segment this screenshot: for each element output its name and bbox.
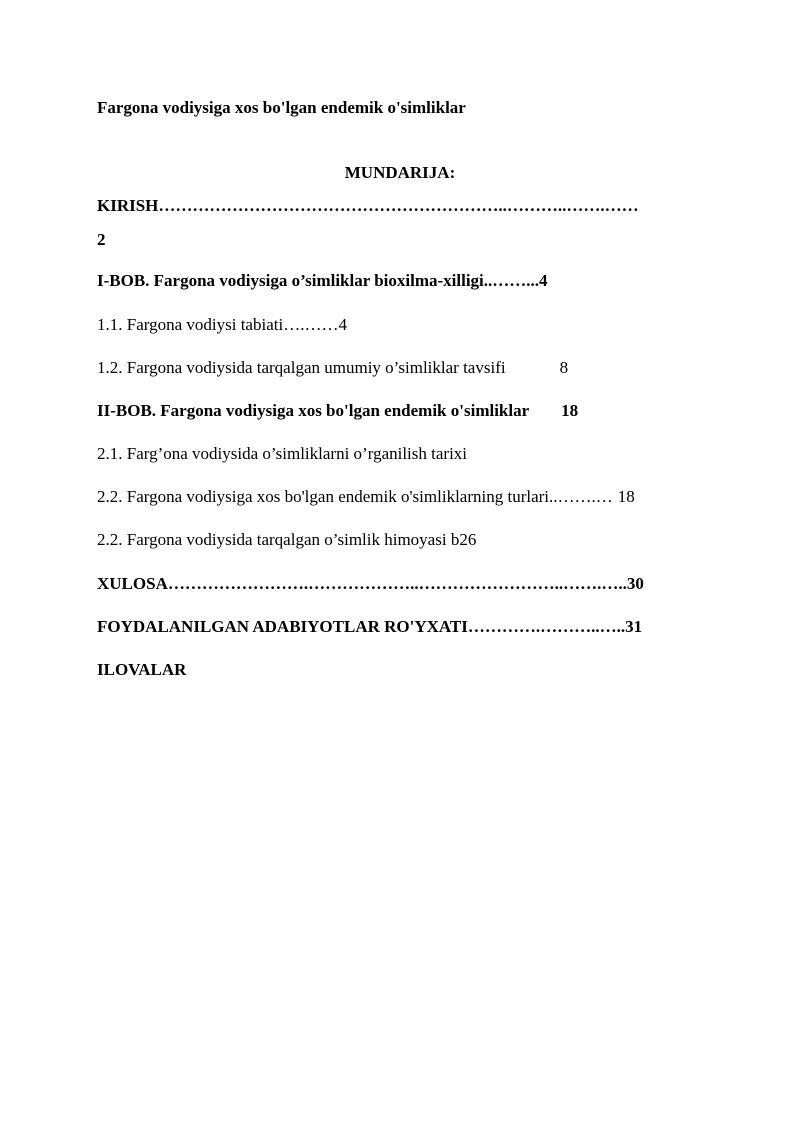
toc-entry-text: 2.2. Fargona vodiysiga xos bo'lgan endemik o'simliklarning turlari..…….… — [97, 487, 613, 506]
toc-heading: MUNDARIJA: — [344, 163, 456, 182]
toc-entry-chapter-1 — [97, 271, 548, 291]
toc-entry-text: XULOSA…………………….………………..……………………..…….…..30 — [97, 574, 644, 593]
toc-entry-text: 1.2. Fargona vodiysida tarqalgan umumiy o’simliklar tavsifi — [97, 358, 506, 377]
toc-entry-text: 1.1. Fargona vodiysi tabiati….……4 — [97, 315, 347, 334]
toc-entry-page: 8 — [559, 358, 569, 377]
toc-entry-section-1-2 — [97, 358, 568, 378]
toc-entry-kirish-page: 2 — [97, 230, 106, 249]
toc-entry-text: I-BOB. Fargona vodiysiga o’simliklar bioxilma-xilligi..……...4 — [97, 271, 548, 290]
toc-entry-references — [97, 617, 642, 637]
toc-entry-chapter-2 — [97, 401, 578, 421]
toc-entry-text: 2.1. Farg’ona vodiysida o’simliklarni o’rganilish tarixi — [97, 444, 468, 463]
toc-entry-page: 18 — [561, 401, 579, 420]
toc-entry-page: 18 — [617, 487, 635, 506]
toc-entry-text: ILOVALAR — [97, 660, 187, 679]
toc-entry-text: 2.2. Fargona vodiysida tarqalgan o’simlik himoyasi b26 — [97, 530, 477, 549]
toc-entry-kirish: KIRISH……………………………………………………..………..…….…… — [97, 196, 639, 215]
toc-entry-section-2-1 — [97, 444, 467, 464]
toc-entry-appendices — [97, 660, 186, 680]
toc-entry-section-1-1 — [97, 315, 347, 335]
toc-entry-section-2-2 — [97, 487, 635, 507]
toc-entry-xulosa — [97, 574, 644, 594]
toc-entry-text: FOYDALANILGAN ADABIYOTLAR RO'YXATI………….………..…..31 — [97, 617, 643, 636]
toc-entry-section-2-2-protection — [97, 530, 476, 550]
document-title: Fargona vodiysiga xos bo'lgan endemik o'simliklar — [97, 98, 466, 117]
toc-entry-text: II-BOB. Fargona vodiysiga xos bo'lgan endemik o'simliklar — [97, 401, 530, 420]
